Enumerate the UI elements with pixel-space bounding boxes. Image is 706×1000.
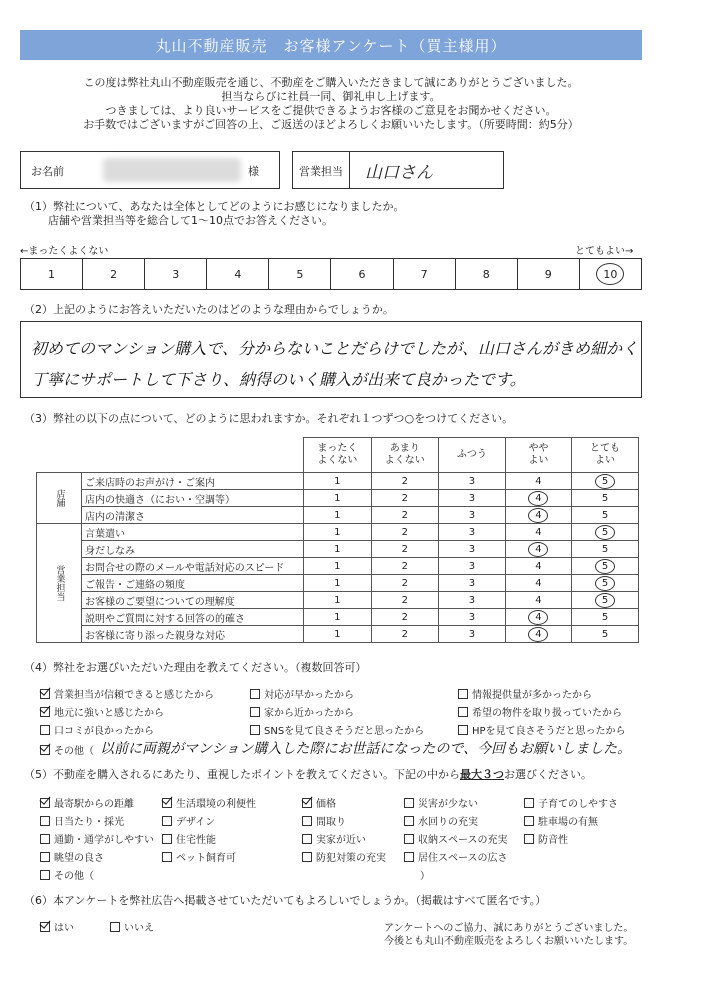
q5-checkbox[interactable] xyxy=(302,852,312,862)
rating-cell[interactable]: 4 xyxy=(505,558,571,575)
q5-checkbox[interactable] xyxy=(40,852,50,862)
q5-checkbox[interactable] xyxy=(302,834,312,844)
rating-item-label: 身だしなみ xyxy=(82,541,304,558)
customer-name-field[interactable]: お名前 様 xyxy=(20,151,280,189)
q5-checkbox[interactable] xyxy=(162,798,172,808)
rating-cell[interactable]: 3 xyxy=(438,575,505,592)
q4-option[interactable]: 情報提供量が多かったから xyxy=(458,686,592,701)
q5-option[interactable]: 生活環境の利便性 xyxy=(162,795,256,810)
rating-cell[interactable]: 1 xyxy=(304,609,371,626)
q5-option[interactable]: 最寄駅からの距離 xyxy=(40,795,134,810)
rating-cell[interactable]: 2 xyxy=(371,592,438,609)
rating-item-label: 言葉遣い xyxy=(82,524,304,541)
q4-checkbox[interactable] xyxy=(40,725,50,735)
rating-cell[interactable]: 2 xyxy=(371,524,438,541)
q5-option[interactable]: 価格 xyxy=(302,795,336,810)
rating-row xyxy=(37,490,639,507)
rating-cell[interactable]: 3 xyxy=(438,524,505,541)
rating-cell[interactable]: 3 xyxy=(438,507,505,524)
rating-cell[interactable]: 1 xyxy=(304,524,371,541)
q5-checkbox[interactable] xyxy=(524,834,534,844)
q5-option[interactable]: 日当たり・採光 xyxy=(40,813,124,828)
q4-option[interactable]: 口コミが良かったから xyxy=(40,722,154,737)
rating-cell[interactable]: 5 xyxy=(572,490,639,507)
rating-row xyxy=(37,524,639,541)
header-4: とても よい xyxy=(572,438,639,473)
group-label: 店舗 xyxy=(37,473,82,524)
rating-scale[interactable] xyxy=(20,258,642,290)
rating-cell[interactable]: 5 xyxy=(572,524,639,541)
q5-other[interactable]: その他（ xyxy=(40,867,94,882)
rating-cell[interactable]: 3 xyxy=(438,558,505,575)
rating-row xyxy=(37,473,639,490)
rating-cell[interactable]: 2 xyxy=(371,541,438,558)
q4-option[interactable]: HPを見て良さそうだと思ったから xyxy=(458,722,626,737)
rating-cell[interactable]: 1 xyxy=(304,626,371,643)
q5-option[interactable]: ペット飼育可 xyxy=(162,849,236,864)
scale-option-7[interactable]: 7 xyxy=(393,259,455,289)
rating-cell[interactable]: 5 xyxy=(572,473,639,490)
q5-checkbox[interactable] xyxy=(162,852,172,862)
q4-option[interactable]: SNSを見て良さそうだと思ったから xyxy=(250,722,424,737)
rating-cell[interactable]: 5 xyxy=(572,592,639,609)
q5-text: （5）不動産を購入されるにあたり、重視したポイントを教えてください。下記の中から最大３つお選びください。 xyxy=(24,768,592,781)
rating-item-label: お問合せの際のメールや電話対応のスピード xyxy=(82,558,304,575)
header-1: あまり よくない xyxy=(371,438,438,473)
rating-cell[interactable]: 4 xyxy=(505,575,571,592)
q5-option[interactable]: 水回りの充実 xyxy=(404,813,478,828)
q6-yes-checkbox[interactable] xyxy=(40,922,50,932)
q5-checkbox[interactable] xyxy=(404,852,414,862)
header-2: ふつう xyxy=(438,438,505,473)
rating-cell[interactable]: 5 xyxy=(572,575,639,592)
rating-cell[interactable]: 3 xyxy=(438,490,505,507)
rating-row xyxy=(37,541,639,558)
rating-row xyxy=(37,626,639,643)
rating-row xyxy=(37,558,639,575)
q6-no[interactable]: いいえ xyxy=(110,919,154,934)
q5-checkbox[interactable] xyxy=(40,834,50,844)
q4-checkbox[interactable] xyxy=(40,707,50,717)
q6-text: （6）本アンケートを弊社広告へ掲載させていただいてもよろしいでしょうか。（掲載はすべて匿名です。） xyxy=(24,894,547,907)
q5-other-checkbox[interactable] xyxy=(40,870,50,880)
rating-cell[interactable]: 4 xyxy=(505,524,571,541)
rating-row xyxy=(37,609,639,626)
scale-option-4[interactable]: 4 xyxy=(206,259,268,289)
rating-cell[interactable]: 4 xyxy=(505,609,571,626)
rating-table xyxy=(36,437,639,643)
rating-item-label: 説明やご質問に対する回答の的確さ xyxy=(82,609,304,626)
q5-option[interactable]: 駐車場の有無 xyxy=(524,813,598,828)
rating-item-label: お客様のご要望についての理解度 xyxy=(82,592,304,609)
scale-option-6[interactable]: 6 xyxy=(330,259,392,289)
rating-cell[interactable]: 2 xyxy=(371,626,438,643)
rating-cell[interactable]: 3 xyxy=(438,626,505,643)
q4-option[interactable]: 対応が早かったから xyxy=(250,686,354,701)
rating-item-label: ご報告・ご連絡の頻度 xyxy=(82,575,304,592)
q5-checkbox[interactable] xyxy=(404,816,414,826)
q6-yes[interactable]: はい xyxy=(40,919,74,934)
q5-checkbox[interactable] xyxy=(302,798,312,808)
rating-cell[interactable]: 5 xyxy=(572,507,639,524)
rating-cell[interactable]: 3 xyxy=(438,473,505,490)
intro-text: この度は弊社丸山不動産販売を通じ、不動産をご購入いただきまして誠にありがとうございました。 担当ならびに社員一同、御礼申し上げます。 つきましては、より良いサービスをご提供できるようお客様のご意見をお聞かせください。 お手数ではございますがご回答の上、ご返送のほどよろしくお願いいたします。（所要時間：約5分） xyxy=(83,76,579,131)
q5-option[interactable]: 子育てのしやすさ xyxy=(524,795,618,810)
q5-option[interactable]: 居住スペースの広さ xyxy=(404,849,508,864)
rating-cell[interactable]: 4 xyxy=(505,592,571,609)
q4-other-answer: 以前に両親がマンション購入した際にお世話になったので、今回もお願いしました。 xyxy=(100,741,632,757)
scale-option-9[interactable]: 9 xyxy=(517,259,579,289)
rating-row xyxy=(37,507,639,524)
rating-cell[interactable]: 2 xyxy=(371,473,438,490)
group-label: 営業担当 xyxy=(37,524,82,643)
rating-cell[interactable]: 2 xyxy=(371,507,438,524)
scale-option-1[interactable]: 1 xyxy=(48,267,56,281)
q5-option[interactable]: デザイン xyxy=(162,813,215,828)
q5-option[interactable]: 住宅性能 xyxy=(162,831,216,846)
rating-cell[interactable]: 4 xyxy=(505,490,571,507)
rating-cell[interactable]: 4 xyxy=(505,507,571,524)
q5-option[interactable]: 収納スペースの充実 xyxy=(404,831,508,846)
scale-right-label: とてもよい→ xyxy=(575,246,634,257)
redacted-name xyxy=(103,158,241,182)
q4-checkbox[interactable] xyxy=(250,725,260,735)
q5-checkbox[interactable] xyxy=(524,816,534,826)
q5-checkbox[interactable] xyxy=(524,798,534,808)
q5-checkbox[interactable] xyxy=(302,816,312,826)
rating-item-label: ご来店時のお声がけ・ご案内 xyxy=(82,473,304,490)
rating-item-label: お客様に寄り添った親身な対応 xyxy=(82,626,304,643)
rating-cell[interactable]: 3 xyxy=(438,592,505,609)
q4-option[interactable]: 地元に強いと感じたから xyxy=(40,704,164,719)
page-title: 丸山不動産販売 お客様アンケート（買主様用） xyxy=(20,30,642,60)
scale-option-10[interactable]: 10 xyxy=(579,259,641,289)
q5-option[interactable]: 間取り xyxy=(302,813,346,828)
q2-answer-box[interactable]: 初めてのマンション購入で、分からないことだらけでしたが、山口さんがきめ細かく 丁寧にサポートして下さり、納得のいく購入が出来て良かったです。 xyxy=(20,321,642,398)
rating-cell[interactable]: 2 xyxy=(371,490,438,507)
q4-checkbox[interactable] xyxy=(458,707,468,717)
q5-checkbox[interactable] xyxy=(40,798,50,808)
closing-text: アンケートへのご協力、誠にありがとうございました。 今後とも丸山不動産販売をよろしくお願いいたします。 xyxy=(384,923,634,947)
q5-checkbox[interactable] xyxy=(40,816,50,826)
q4-option[interactable]: 家から近かったから xyxy=(250,704,354,719)
rating-cell[interactable]: 1 xyxy=(304,473,371,490)
q5-checkbox[interactable] xyxy=(162,834,172,844)
q1-text: （1）弊社について、あなたは全体としてどのようにお感じになりましたか。 店舗や営業担当等を総合して1～10点でお答えください。 xyxy=(24,200,405,227)
q4-other[interactable]: その他（ xyxy=(40,742,94,757)
rating-cell[interactable]: 1 xyxy=(304,592,371,609)
q4-checkbox[interactable] xyxy=(458,725,468,735)
q5-checkbox[interactable] xyxy=(162,816,172,826)
rating-cell[interactable]: 2 xyxy=(371,575,438,592)
q4-checkbox[interactable] xyxy=(40,689,50,699)
q5-checkbox[interactable] xyxy=(404,798,414,808)
rating-row xyxy=(37,575,639,592)
q5-option[interactable]: 眺望の良さ xyxy=(40,849,104,864)
rating-cell[interactable]: 4 xyxy=(505,541,571,558)
rating-cell[interactable]: 5 xyxy=(572,558,639,575)
q4-checkbox[interactable] xyxy=(250,707,260,717)
q5-option[interactable]: 災害が少ない xyxy=(404,795,478,810)
q3-text: （3）弊社の以下の点について、どのように思われますか。それぞれ１つずつ○をつけてください。 xyxy=(24,412,514,425)
q6-no-checkbox[interactable] xyxy=(110,922,120,932)
q4-option[interactable]: 営業担当が信頼できると感じたから xyxy=(40,686,214,701)
rating-cell[interactable]: 1 xyxy=(304,558,371,575)
scale-option-2[interactable]: 2 xyxy=(82,259,144,289)
rating-cell[interactable]: 4 xyxy=(505,626,571,643)
q4-checkbox[interactable] xyxy=(458,689,468,699)
rating-cell[interactable]: 1 xyxy=(304,541,371,558)
sales-rep-field[interactable]: 営業担当 山口さん xyxy=(292,151,504,189)
rating-cell[interactable]: 5 xyxy=(572,626,639,643)
rating-cell[interactable]: 5 xyxy=(572,609,639,626)
rating-cell[interactable]: 2 xyxy=(371,609,438,626)
rating-cell[interactable]: 1 xyxy=(304,490,371,507)
q4-other-checkbox[interactable] xyxy=(40,745,50,755)
header-0: まったく よくない xyxy=(304,438,371,473)
scale-left-label: ←まったくよくない xyxy=(20,246,109,257)
q2-text: （2）上記のようにお答えいただいたのはどのような理由からでしょうか。 xyxy=(24,303,394,316)
rating-cell[interactable]: 4 xyxy=(505,473,571,490)
q5-option[interactable]: 防音性 xyxy=(524,831,568,846)
rating-item-label: 店内の快適さ（におい・空調等） xyxy=(82,490,304,507)
header-3: やや よい xyxy=(505,438,571,473)
rating-row xyxy=(37,592,639,609)
scale-option-3[interactable]: 3 xyxy=(144,259,206,289)
q4-checkbox[interactable] xyxy=(250,689,260,699)
rating-cell[interactable]: 1 xyxy=(304,507,371,524)
scale-option-8[interactable]: 8 xyxy=(455,259,517,289)
q4-text: （4）弊社をお選びいただいた理由を教えてください。（複数回答可） xyxy=(24,661,367,674)
rating-cell[interactable]: 2 xyxy=(371,558,438,575)
q5-option[interactable]: 通勤・通学がしやすい xyxy=(40,831,154,846)
q5-checkbox[interactable] xyxy=(404,834,414,844)
scale-option-5[interactable]: 5 xyxy=(268,259,330,289)
rating-cell[interactable]: 3 xyxy=(438,609,505,626)
q5-option[interactable]: 防犯対策の充実 xyxy=(302,849,386,864)
rating-item-label: 店内の清潔さ xyxy=(82,507,304,524)
q5-option[interactable]: 実家が近い xyxy=(302,831,366,846)
q4-option[interactable]: 希望の物件を取り扱っていたから xyxy=(458,704,622,719)
rating-cell[interactable]: 3 xyxy=(438,541,505,558)
rating-cell[interactable]: 5 xyxy=(572,541,639,558)
rating-cell[interactable]: 1 xyxy=(304,575,371,592)
